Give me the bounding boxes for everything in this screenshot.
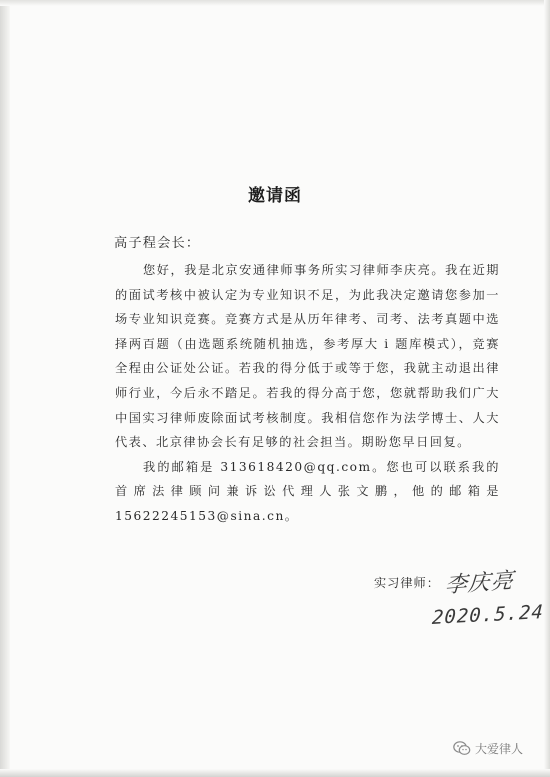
watermark (453, 740, 523, 757)
wechat-icon (453, 741, 471, 756)
paper-edge-left (0, 0, 10, 777)
body-paragraph: 我的邮箱是 313618420@qq.com。您也可以联系我的首席法律顾问兼诉讼代理人张文鹏，他的邮箱是 15622245153@sina.cn。 (115, 459, 500, 523)
handwritten-date: 2020.5.24 (431, 601, 545, 629)
letter-salutation: 高子程会长： (114, 236, 201, 251)
handwritten-signature: 李庆亮 (444, 568, 515, 599)
paper-edge-top (0, 0, 550, 6)
body-paragraph: 您好，我是北京安通律师事务所实习律师李庆亮。我在近期的面试考核中被认定为专业知识不足，为此我决定邀请您参加一场专业知识竞赛。竞赛方式是从历年律考、司考、法考真题中选择两百题（由选题系统随机抽选，参考厚大 i 题库模式），竞赛全程由公证处公证。若我的得分低于或等于您，我就主动退出律师行业，今后永不踏足。若我的得分高于您，您就帮助我们广大中国实习律师废除面试考核制度。我相信您作为法学博士、人大代表、北京律协会长有足够的社会担当。期盼您早日回复。 (115, 263, 500, 450)
paper-edge-bottom (0, 769, 550, 777)
letter-body (115, 258, 500, 529)
signature-label: 实习律师： (374, 576, 440, 590)
letter-title: 邀请函 (248, 186, 302, 206)
watermark-text: 大爱律人 (475, 742, 524, 756)
paper-edge-right (544, 0, 550, 777)
